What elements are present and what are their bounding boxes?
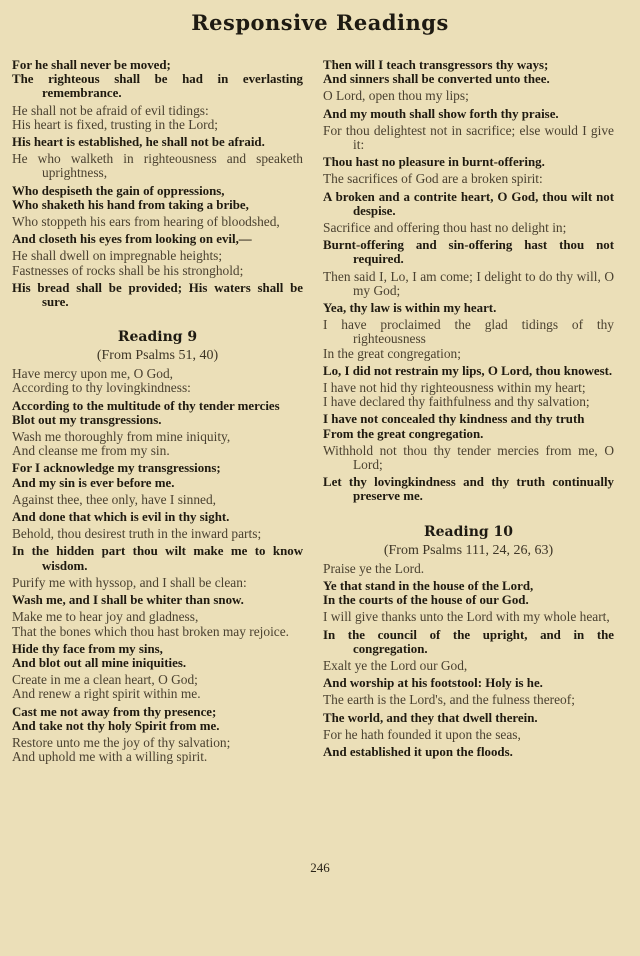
verse-line: Then will I teach transgressors thy ways; bbox=[323, 58, 549, 72]
leader-verse bbox=[323, 562, 614, 576]
people-response bbox=[12, 510, 303, 524]
verse-line: And done that which is evil in thy sight. bbox=[12, 510, 230, 525]
reading-heading bbox=[323, 524, 614, 559]
verse-line: Who shaketh his hand from taking a bribe, bbox=[12, 197, 249, 212]
leader-verse bbox=[12, 576, 303, 590]
people-response bbox=[12, 58, 303, 101]
leader-verse bbox=[323, 124, 614, 152]
verse-line: I have not hid thy righteousness within my heart; bbox=[323, 380, 586, 396]
verse-line: Hide thy face from my sins, bbox=[12, 641, 163, 656]
verse-line: I have not concealed thy kindness and thy truth bbox=[323, 412, 585, 427]
verse-line: And renew a right spirit within me. bbox=[12, 686, 201, 702]
verse-line: And take not thy holy Spirit from me. bbox=[12, 718, 220, 733]
leader-verse bbox=[323, 610, 614, 624]
verse-line: I have declared thy faithfulness and thy salvation; bbox=[323, 394, 590, 410]
verse-line: His heart is established, he shall not be afraid. bbox=[12, 135, 265, 150]
people-response bbox=[323, 475, 614, 503]
verse-line: Lo, I did not restrain my lips, O Lord, thou knowest. bbox=[323, 363, 613, 378]
verse-line: According to thy lovingkindness: bbox=[12, 380, 191, 396]
verse-line: Wash me thoroughly from mine iniquity, bbox=[12, 429, 231, 445]
verse-line: Who despiseth the gain of oppressions, bbox=[12, 183, 225, 198]
verse-line: Fastnesses of rocks shall be his stronghold; bbox=[12, 262, 244, 278]
people-response bbox=[323, 745, 614, 759]
verse-line: His heart is fixed, trusting in the Lord; bbox=[12, 116, 219, 132]
verse-line: Thou hast no pleasure in burnt-offering. bbox=[323, 155, 545, 170]
people-response bbox=[323, 628, 614, 656]
verse-line: In the courts of the house of our God. bbox=[323, 593, 529, 608]
leader-verse bbox=[12, 673, 303, 701]
leader-verse bbox=[12, 367, 303, 395]
verse-line: The world, and they that dwell therein. bbox=[323, 710, 538, 725]
people-response bbox=[12, 135, 303, 149]
leader-verse bbox=[323, 318, 614, 361]
verse-line: I have proclaimed the glad tidings of thy righteousness bbox=[323, 317, 614, 347]
verse-line: Yea, thy law is within my heart. bbox=[323, 301, 497, 316]
people-response bbox=[323, 155, 614, 169]
people-response bbox=[12, 461, 303, 489]
people-response bbox=[323, 412, 614, 440]
verse-line: Sacrifice and offering thou hast no delight in; bbox=[323, 220, 567, 236]
left-column bbox=[12, 55, 303, 764]
verse-line: In the hidden part thou wilt make me to know wisdom. bbox=[12, 544, 303, 573]
leader-verse bbox=[323, 172, 614, 186]
verse-line: A broken and a contrite heart, O God, thou wilt not despise. bbox=[323, 189, 614, 218]
verse-line: Create in me a clean heart, O God; bbox=[12, 672, 198, 688]
verse-line: The righteous shall be had in everlasting remembrance. bbox=[12, 72, 303, 101]
people-response bbox=[323, 301, 614, 315]
verse-line: Have mercy upon me, O God, bbox=[12, 366, 174, 382]
verse-line: And closeth his eyes from looking on evil,— bbox=[12, 232, 252, 247]
page-title: Responsive Readings bbox=[191, 10, 449, 35]
people-response bbox=[12, 544, 303, 572]
leader-verse bbox=[323, 381, 614, 409]
verse-line: For he hath founded it upon the seas, bbox=[323, 726, 521, 742]
verse-line: And uphold me with a willing spirit. bbox=[12, 749, 208, 765]
verse-line: Withhold not thou thy tender mercies from me, O Lord; bbox=[323, 442, 614, 473]
reading-source: (From Psalms 51, 40) bbox=[96, 348, 219, 364]
leader-verse bbox=[12, 430, 303, 458]
leader-verse bbox=[12, 104, 303, 132]
people-response bbox=[323, 190, 614, 218]
people-response bbox=[12, 281, 303, 309]
verse-line: That the bones which thou hast broken may rejoice. bbox=[12, 623, 290, 639]
reading-title: Reading 9 bbox=[117, 329, 198, 346]
verse-line: And my sin is ever before me. bbox=[12, 475, 175, 490]
people-response bbox=[323, 58, 614, 86]
verse-line: Purify me with hyssop, and I shall be clean: bbox=[12, 574, 247, 590]
verse-line: And worship at his footstool: Holy is he. bbox=[323, 676, 543, 691]
verse-line: I will give thanks unto the Lord with my whole heart, bbox=[323, 609, 610, 625]
verse-line: In the council of the upright, and in the congregation. bbox=[323, 627, 614, 656]
leader-verse bbox=[12, 610, 303, 638]
people-response bbox=[12, 399, 303, 427]
leader-verse bbox=[323, 728, 614, 742]
verse-line: Restore unto me the joy of thy salvation; bbox=[12, 734, 231, 750]
people-response bbox=[323, 107, 614, 121]
verse-line: Cast me not away from thy presence; bbox=[12, 704, 217, 719]
verse-line: Ye that stand in the house of the Lord, bbox=[323, 578, 534, 593]
verse-line: And sinners shall be converted unto thee. bbox=[323, 72, 550, 87]
verse-line: And established it upon the floods. bbox=[323, 744, 513, 759]
verse-line: And my mouth shall show forth thy praise. bbox=[323, 106, 559, 121]
verse-line: His bread shall be provided; His waters shall be sure. bbox=[12, 280, 303, 310]
verse-line: Then said I, Lo, I am come; I delight to do thy will, O my God; bbox=[323, 268, 614, 298]
people-response bbox=[323, 238, 614, 266]
people-response bbox=[323, 676, 614, 690]
leader-verse bbox=[12, 152, 303, 180]
verse-line: For he shall never be moved; bbox=[12, 58, 171, 72]
leader-verse bbox=[323, 444, 614, 472]
verse-line: For thou delightest not in sacrifice; else would I give it: bbox=[323, 122, 614, 153]
verse-line: He shall not be afraid of evil tidings: bbox=[12, 102, 209, 118]
leader-verse bbox=[12, 736, 303, 764]
people-response bbox=[12, 642, 303, 670]
page-number: 246 bbox=[310, 860, 330, 875]
verse-line: Who stoppeth his ears from hearing of bloodshed, bbox=[12, 214, 280, 230]
verse-line: In the great congregation; bbox=[323, 345, 461, 361]
verse-line: Wash me, and I shall be whiter than snow. bbox=[12, 593, 244, 608]
right-column bbox=[323, 55, 614, 759]
verse-line: Burnt-offering and sin-offering hast thou not required. bbox=[323, 238, 614, 267]
reading-heading bbox=[12, 329, 303, 364]
people-response bbox=[323, 364, 614, 378]
leader-verse bbox=[323, 221, 614, 235]
leader-verse bbox=[12, 249, 303, 277]
verse-line: And cleanse me from my sin. bbox=[12, 443, 170, 459]
verse-line: Exalt ye the Lord our God, bbox=[323, 657, 468, 673]
people-response bbox=[323, 711, 614, 725]
leader-verse bbox=[323, 693, 614, 707]
verse-line: The sacrifices of God are a broken spirit: bbox=[323, 171, 543, 187]
reading-source: (From Psalms 111, 24, 26, 63) bbox=[383, 542, 554, 558]
people-response bbox=[12, 232, 303, 246]
verse-line: From the great congregation. bbox=[323, 426, 484, 441]
verse-line: Let thy lovingkindness and thy truth continually preserve me. bbox=[323, 475, 614, 504]
verse-line: According to the multitude of thy tender mercies bbox=[12, 398, 280, 413]
people-response bbox=[12, 593, 303, 607]
people-response bbox=[12, 705, 303, 733]
verse-line: Behold, thou desirest truth in the inward parts; bbox=[12, 526, 262, 542]
verse-line: The earth is the Lord's, and the fulness thereof; bbox=[323, 692, 575, 708]
leader-verse bbox=[323, 89, 614, 103]
verse-line: And blot out all mine iniquities. bbox=[12, 655, 187, 670]
leader-verse bbox=[323, 270, 614, 298]
verse-line: He shall dwell on impregnable heights; bbox=[12, 248, 223, 264]
verse-line: Praise ye the Lord. bbox=[323, 560, 425, 576]
leader-verse bbox=[12, 493, 303, 507]
verse-line: He who walketh in righteousness and speaketh uprightness, bbox=[12, 151, 303, 181]
verse-line: Blot out my transgressions. bbox=[12, 412, 162, 427]
leader-verse bbox=[12, 527, 303, 541]
verse-line: Make me to hear joy and gladness, bbox=[12, 609, 199, 625]
people-response bbox=[12, 184, 303, 212]
reading-title: Reading 10 bbox=[423, 523, 514, 540]
verse-line: O Lord, open thou my lips; bbox=[323, 88, 469, 104]
leader-verse bbox=[12, 215, 303, 229]
verse-line: For I acknowledge my transgressions; bbox=[12, 461, 221, 476]
people-response bbox=[323, 579, 614, 607]
leader-verse bbox=[323, 659, 614, 673]
verse-line: Against thee, thee only, have I sinned, bbox=[12, 491, 217, 507]
